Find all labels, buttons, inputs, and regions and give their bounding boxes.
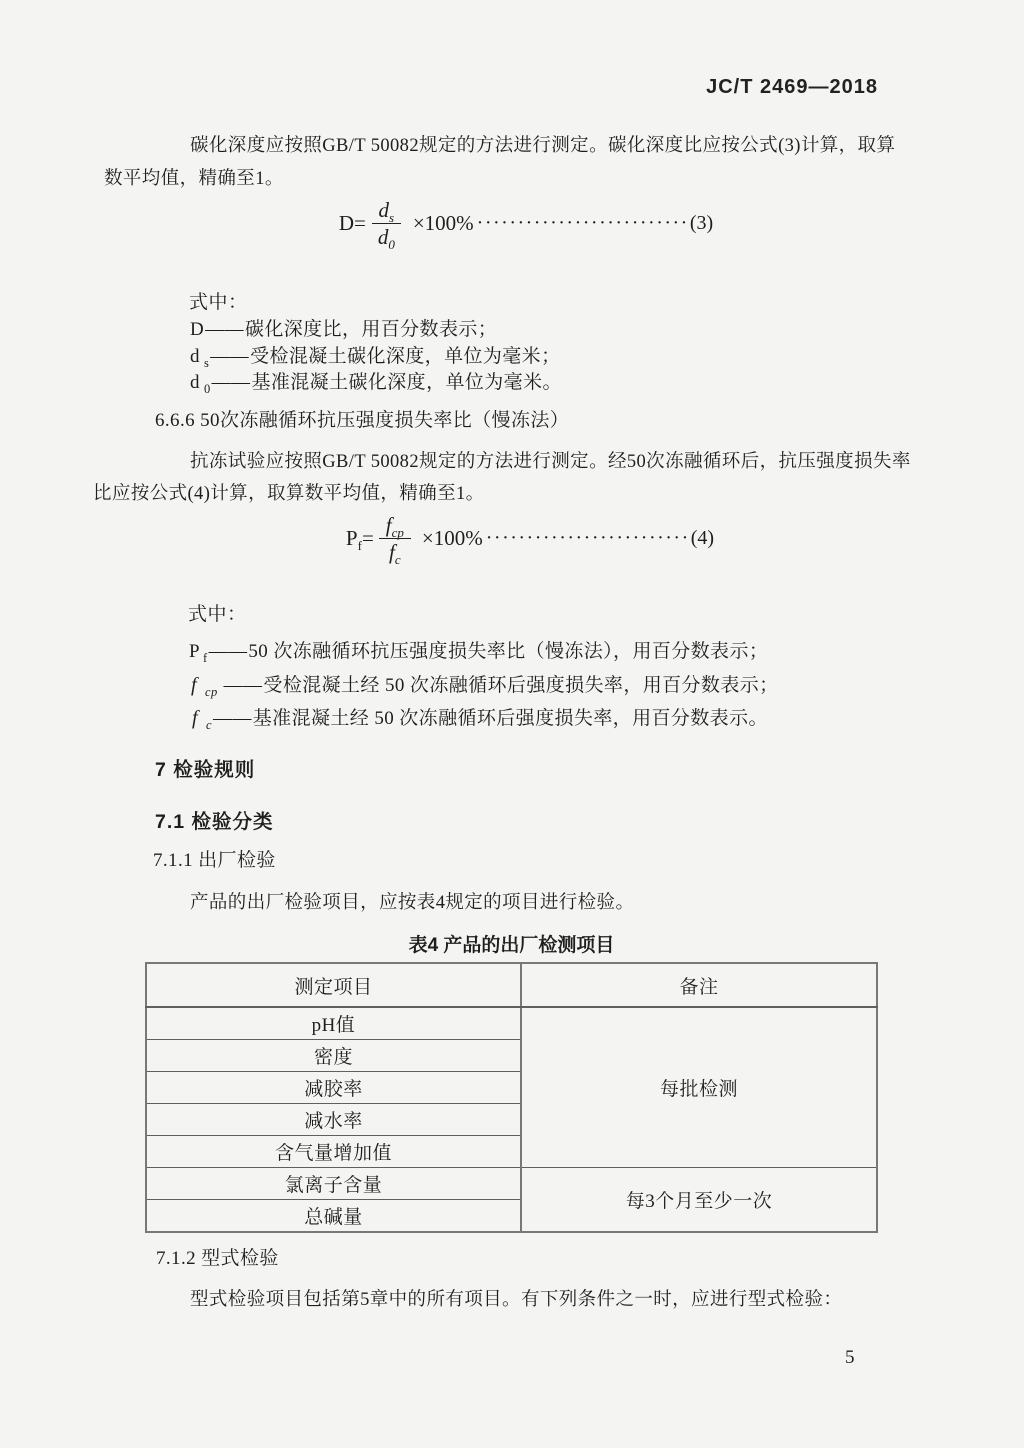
table-cell-item: 含气量增加值: [146, 1136, 521, 1168]
formula4-denominator: $f_c$: [389, 540, 401, 568]
header-doc-code: JC/T 2469—2018: [706, 76, 878, 98]
table-row: [146, 1168, 877, 1200]
table-cell-item: 密度: [146, 1040, 521, 1072]
where4-item-fcp: f $_{cp}$ ——受检混凝土经 50 次冻融循环后强度损失率，用百分数表示；: [191, 674, 779, 699]
table4-title: 表4 产品的出厂检测项目: [408, 935, 615, 956]
page-number: 5: [845, 1347, 855, 1368]
formula3-dot-leader: ··························: [476, 212, 689, 235]
formula3-denominator: $d_0$: [377, 225, 395, 253]
heading-7: 7 检验规则: [155, 759, 256, 781]
table-cell-item: 减胶率: [146, 1072, 521, 1104]
para-carbonation-line1: 碳化深度应按照GB/T 50082规定的方法进行测定。碳化深度比应按公式(3)计算，取算: [190, 136, 896, 156]
where3-item-ds: d $_s$——受检混凝土碳化深度，单位为毫米；: [190, 346, 561, 370]
table-cell-item: 氯离子含量: [146, 1168, 521, 1200]
formula3-number: (3): [689, 212, 714, 235]
table-cell-item: 总碱量: [146, 1200, 521, 1233]
table-cell-remark-quarterly: 每3个月至少一次: [521, 1168, 877, 1233]
para-factory-inspection: 产品的出厂检验项目，应按表4规定的项目进行检验。: [190, 893, 635, 913]
heading-7-1: 7.1 检验分类: [155, 811, 274, 833]
where3-item-D: D——碳化深度比，用百分数表示；: [190, 319, 498, 340]
table4-wrapper: [145, 962, 878, 1233]
heading-7-1-2: 7.1.2 型式检验: [156, 1248, 279, 1269]
table-header-row: [146, 963, 877, 1007]
table-row: [146, 1007, 877, 1040]
formula4-lhs: $P_f=$: [345, 526, 374, 554]
formula-carbonation-ratio: [14, 198, 1024, 253]
formula4-times: ×100%: [421, 526, 483, 551]
table-header-remark: 备注: [521, 963, 877, 1007]
formula4-numerator: $f_{cp}$: [379, 513, 411, 539]
where3-label: 式中：: [189, 292, 248, 313]
table-header-item: 测定项目: [146, 963, 521, 1007]
para-carbonation-line2: 数平均值，精确至1。: [104, 169, 284, 189]
heading-7-1-1: 7.1.1 出厂检验: [153, 850, 276, 871]
formula4-fraction: [379, 513, 411, 568]
formula3-fraction: [371, 198, 402, 253]
heading-6-6-6: 6.6.6 50次冻融循环抗压强度损失率比（慢冻法）: [155, 410, 570, 431]
where3-item-d0: d $_0$——基准混凝土碳化深度，单位为毫米。: [190, 372, 562, 396]
where4-item-Pf: P $_f$——50 次冻融循环抗压强度损失率比（慢冻法），用百分数表示；: [189, 641, 769, 665]
para-type-inspection: 型式检验项目包括第5章中的所有项目。有下列条件之一时，应进行型式检验：: [190, 1290, 843, 1310]
table-cell-remark-batch: 每批检测: [521, 1007, 877, 1168]
where4-label: 式中：: [188, 604, 247, 625]
formula4-dot-leader: ·························: [485, 527, 690, 550]
table-cell-item: pH值: [146, 1007, 521, 1040]
formula4-number: (4): [690, 527, 715, 550]
para-frost-line1: 抗冻试验应按照GB/T 50082规定的方法进行测定。经50次冻融循环后，抗压强度损失率: [190, 452, 911, 472]
para-frost-line2: 比应按公式(4)计算，取算数平均值，精确至1。: [93, 484, 485, 504]
formula3-lhs: D=: [338, 211, 366, 236]
formula3-numerator: $d_s$: [372, 198, 402, 224]
where4-item-fc: f $_c$——基准混凝土经 50 次冻融循环后强度损失率，用百分数表示。: [192, 707, 768, 732]
table-factory-inspection-items: [145, 962, 878, 1233]
table-cell-item: 减水率: [146, 1104, 521, 1136]
formula-strength-loss-ratio: [18, 513, 1024, 568]
formula3-times: ×100%: [412, 211, 474, 236]
